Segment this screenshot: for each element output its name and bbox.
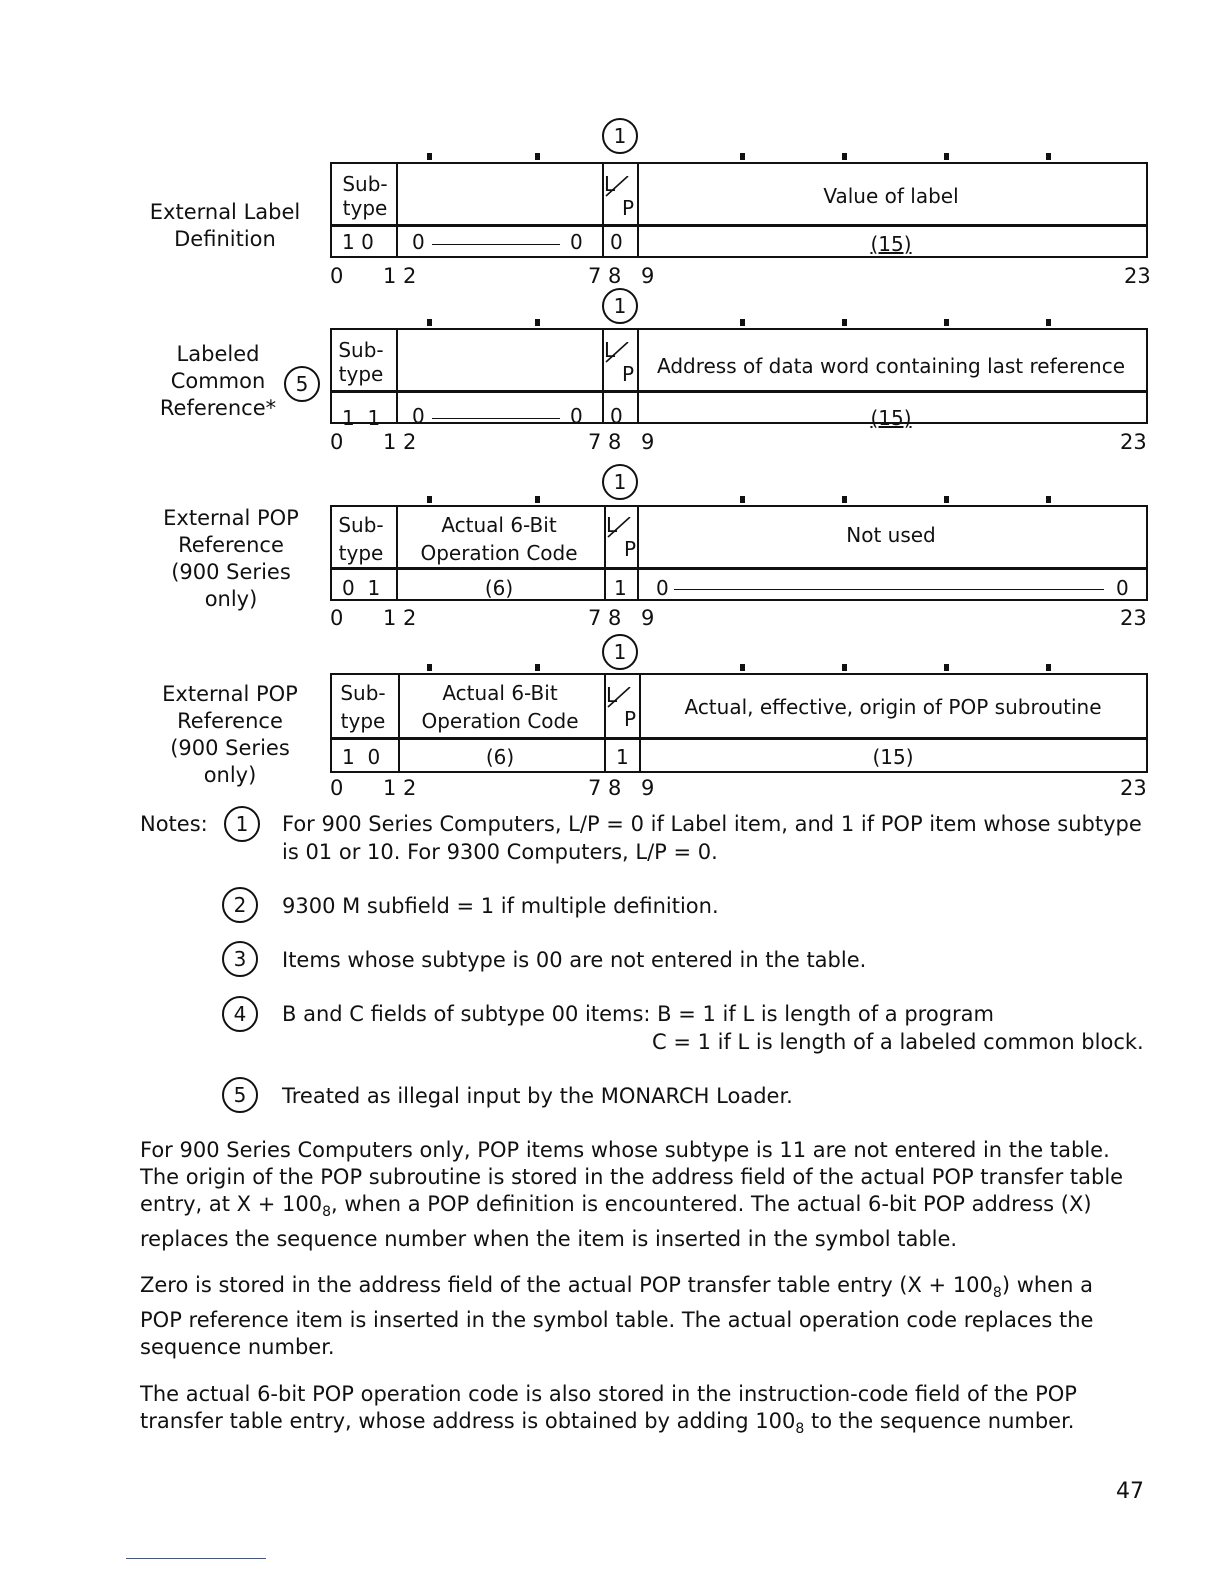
subtype-header: Sub- (340, 681, 386, 705)
field-header: Actual, effective, origin of POP subroutine (684, 695, 1102, 719)
field-value: (15) (872, 745, 914, 769)
subtype-header: Sub- (338, 338, 384, 362)
note-number-circle: 5 (222, 1077, 258, 1113)
notes-heading: Notes: (140, 812, 208, 836)
opcode-value: (6) (484, 576, 514, 600)
subtype-value: 1 1 (342, 406, 381, 430)
footer-rule (126, 1558, 266, 1559)
body-paragraph: For 900 Series Computers only, POP items whose subtype is 11 are not entered in the table. The origin of the POP subroutine is stored in the address field of the actual POP transfer table entry, at $X + 100_8$, when a POP definition is encountered. The actual 6-bit POP address (X) replaces the sequence number when the item is inserted in the symbol table. (140, 1138, 1124, 1252)
lp-value: 1 (614, 576, 627, 600)
note-circle-marker: 1 (602, 634, 638, 670)
page-number: 47 (1116, 1479, 1144, 1504)
record-label: External Label Definition (149, 200, 301, 251)
field-value: (15) (870, 232, 912, 256)
subtype-value: 0 1 (342, 576, 381, 600)
side-note-circle: 5 (284, 366, 320, 402)
note-number-circle: 1 (224, 806, 260, 842)
field-header: Not used (846, 523, 936, 547)
subtype-value: 1 0 (342, 745, 381, 769)
lp-value: 0 (610, 230, 623, 254)
subtype-value: 1 0 (342, 230, 374, 254)
opcode-value: (6) (485, 745, 515, 769)
note-text: For 900 Series Computers, L/P = 0 if Label item, and 1 if POP item whose subtype is 01 or 10. For 9300 Computers, L/P = 0. (282, 812, 1142, 864)
note-number-circle: 4 (222, 996, 258, 1032)
body-paragraph: The actual 6-bit POP operation code is also stored in the instruction-code field of the POP transfer table entry, whose address is obtained by adding $100_8$ to the sequence number. (140, 1382, 1077, 1438)
note-text: Items whose subtype is 00 are not entered in the table. (282, 948, 867, 972)
note-text: B and C fields of subtype 00 items: B = 1 if L is length of a program (282, 1002, 994, 1026)
record-label: External POP Reference (900 Series only) (163, 506, 299, 611)
lp-header: L P (604, 172, 634, 220)
field-header: Value of label (823, 184, 959, 208)
opcode-header: Actual 6-Bit Operation Code (420, 513, 578, 565)
record-format-diagram: Sub- type Actual 6-Bit Operation Code L P Actual, effective, origin of POP subroutine 1 0 (6) 1 (15) (330, 673, 1150, 775)
note-text: 9300 M subfield = 1 if multiple definition. (282, 894, 719, 918)
opcode-header: Actual 6-Bit Operation Code (421, 681, 579, 733)
field-header: Address of data word containing last reference (656, 354, 1126, 378)
note-circle-marker: 1 (602, 118, 638, 154)
note-circle-marker: 1 (602, 464, 638, 500)
record-label: External POP Reference (900 Series only) (162, 682, 298, 787)
field-value: (15) (870, 406, 912, 430)
record-format-diagram: Sub- type L P Value of label 1 0 0 0 0 (15) (330, 162, 1150, 264)
lp-header: L P (604, 338, 634, 386)
lp-value: 1 (616, 745, 629, 769)
note-circle-marker: 1 (602, 288, 638, 324)
record-format-diagram: Sub- type Actual 6-Bit Operation Code L P Not used 0 1 (6) 1 0 0 (330, 505, 1150, 607)
lp-header: L P (606, 683, 636, 731)
body-paragraph: Zero is stored in the address field of the actual POP transfer table entry $(X + 100_8)$ when a POP reference item is inserted in the symbol table. The actual operation code replaces the sequence number. (140, 1273, 1094, 1360)
lp-value: 0 (610, 404, 623, 428)
subtype-header: Sub- (338, 513, 384, 537)
record-format-diagram: Sub- type L P Address of data word containing last reference 1 1 0 0 0 (15) (330, 328, 1150, 430)
note-number-circle: 3 (222, 941, 258, 977)
record-label: Labeled Common Reference* (159, 342, 277, 420)
note-number-circle: 2 (222, 887, 258, 923)
subtype-header: Sub- (342, 172, 388, 196)
lp-header: L P (606, 513, 636, 561)
document-page: External Label Definition 1 Sub- type L P Value of label 1 0 0 0 0 (15) 0 1 2 7 8 9 23 Labeled Common Reference* 5 1 Sub- type L P Address of data word containing last reference 1 1 0 0 0 (15) 0 1 2 7 8 9 23 External POP Reference (900 Series only) 1 Sub- type Actual 6-Bit Operation Code L P Not used 0 1 (6) 1 0 0 0 1 2 7 8 9 23 External POP Reference (900 Series only) 1 Sub- type Actual 6-Bit Operation Code L P Actual, effective, origin of POP subroutine 1 0 (6) 1 (15) 0 1 2 7 8 9 23 Notes: 1 For 900 Series Computers, L/P = 0 if Label item, and 1 if POP item whose subtype is 01 or 10. For 9300 Computers, L/P = 0. 2 9300 M subfield = 1 if multiple definition. 3 Items whose subtype is 00 are not entered in the table. 4 B and C fields of subtype 00 items: B = 1 if L is length of a program C = 1 if L is length of a labeled common block. 5 Treated as illegal input by the MONARCH Loader. For 900 Series Computers only, POP items whose subtype is 11 are not entered in the table. The origin of the POP subroutine is stored in the address field of the actual POP transfer table entry, at $X + 100_8$, when a POP definition is encountered. The actual 6-bit POP address (X) replaces the sequence number when the item is inserted in the symbol table. Zero is stored in the address field of the actual POP transfer table entry $(X + 100_8)$ when a POP reference item is inserted in the symbol table. The actual operation code replaces the sequence number. The actual 6-bit POP operation code is also stored in the instruction-code field of the POP transfer table entry, whose address is obtained by adding $100_8$ to the sequence number. 47 (0, 0, 1224, 1584)
note-text: Treated as illegal input by the MONARCH Loader. (282, 1084, 793, 1108)
note-text-continuation: C = 1 if L is length of a labeled common block. (652, 1030, 1144, 1054)
